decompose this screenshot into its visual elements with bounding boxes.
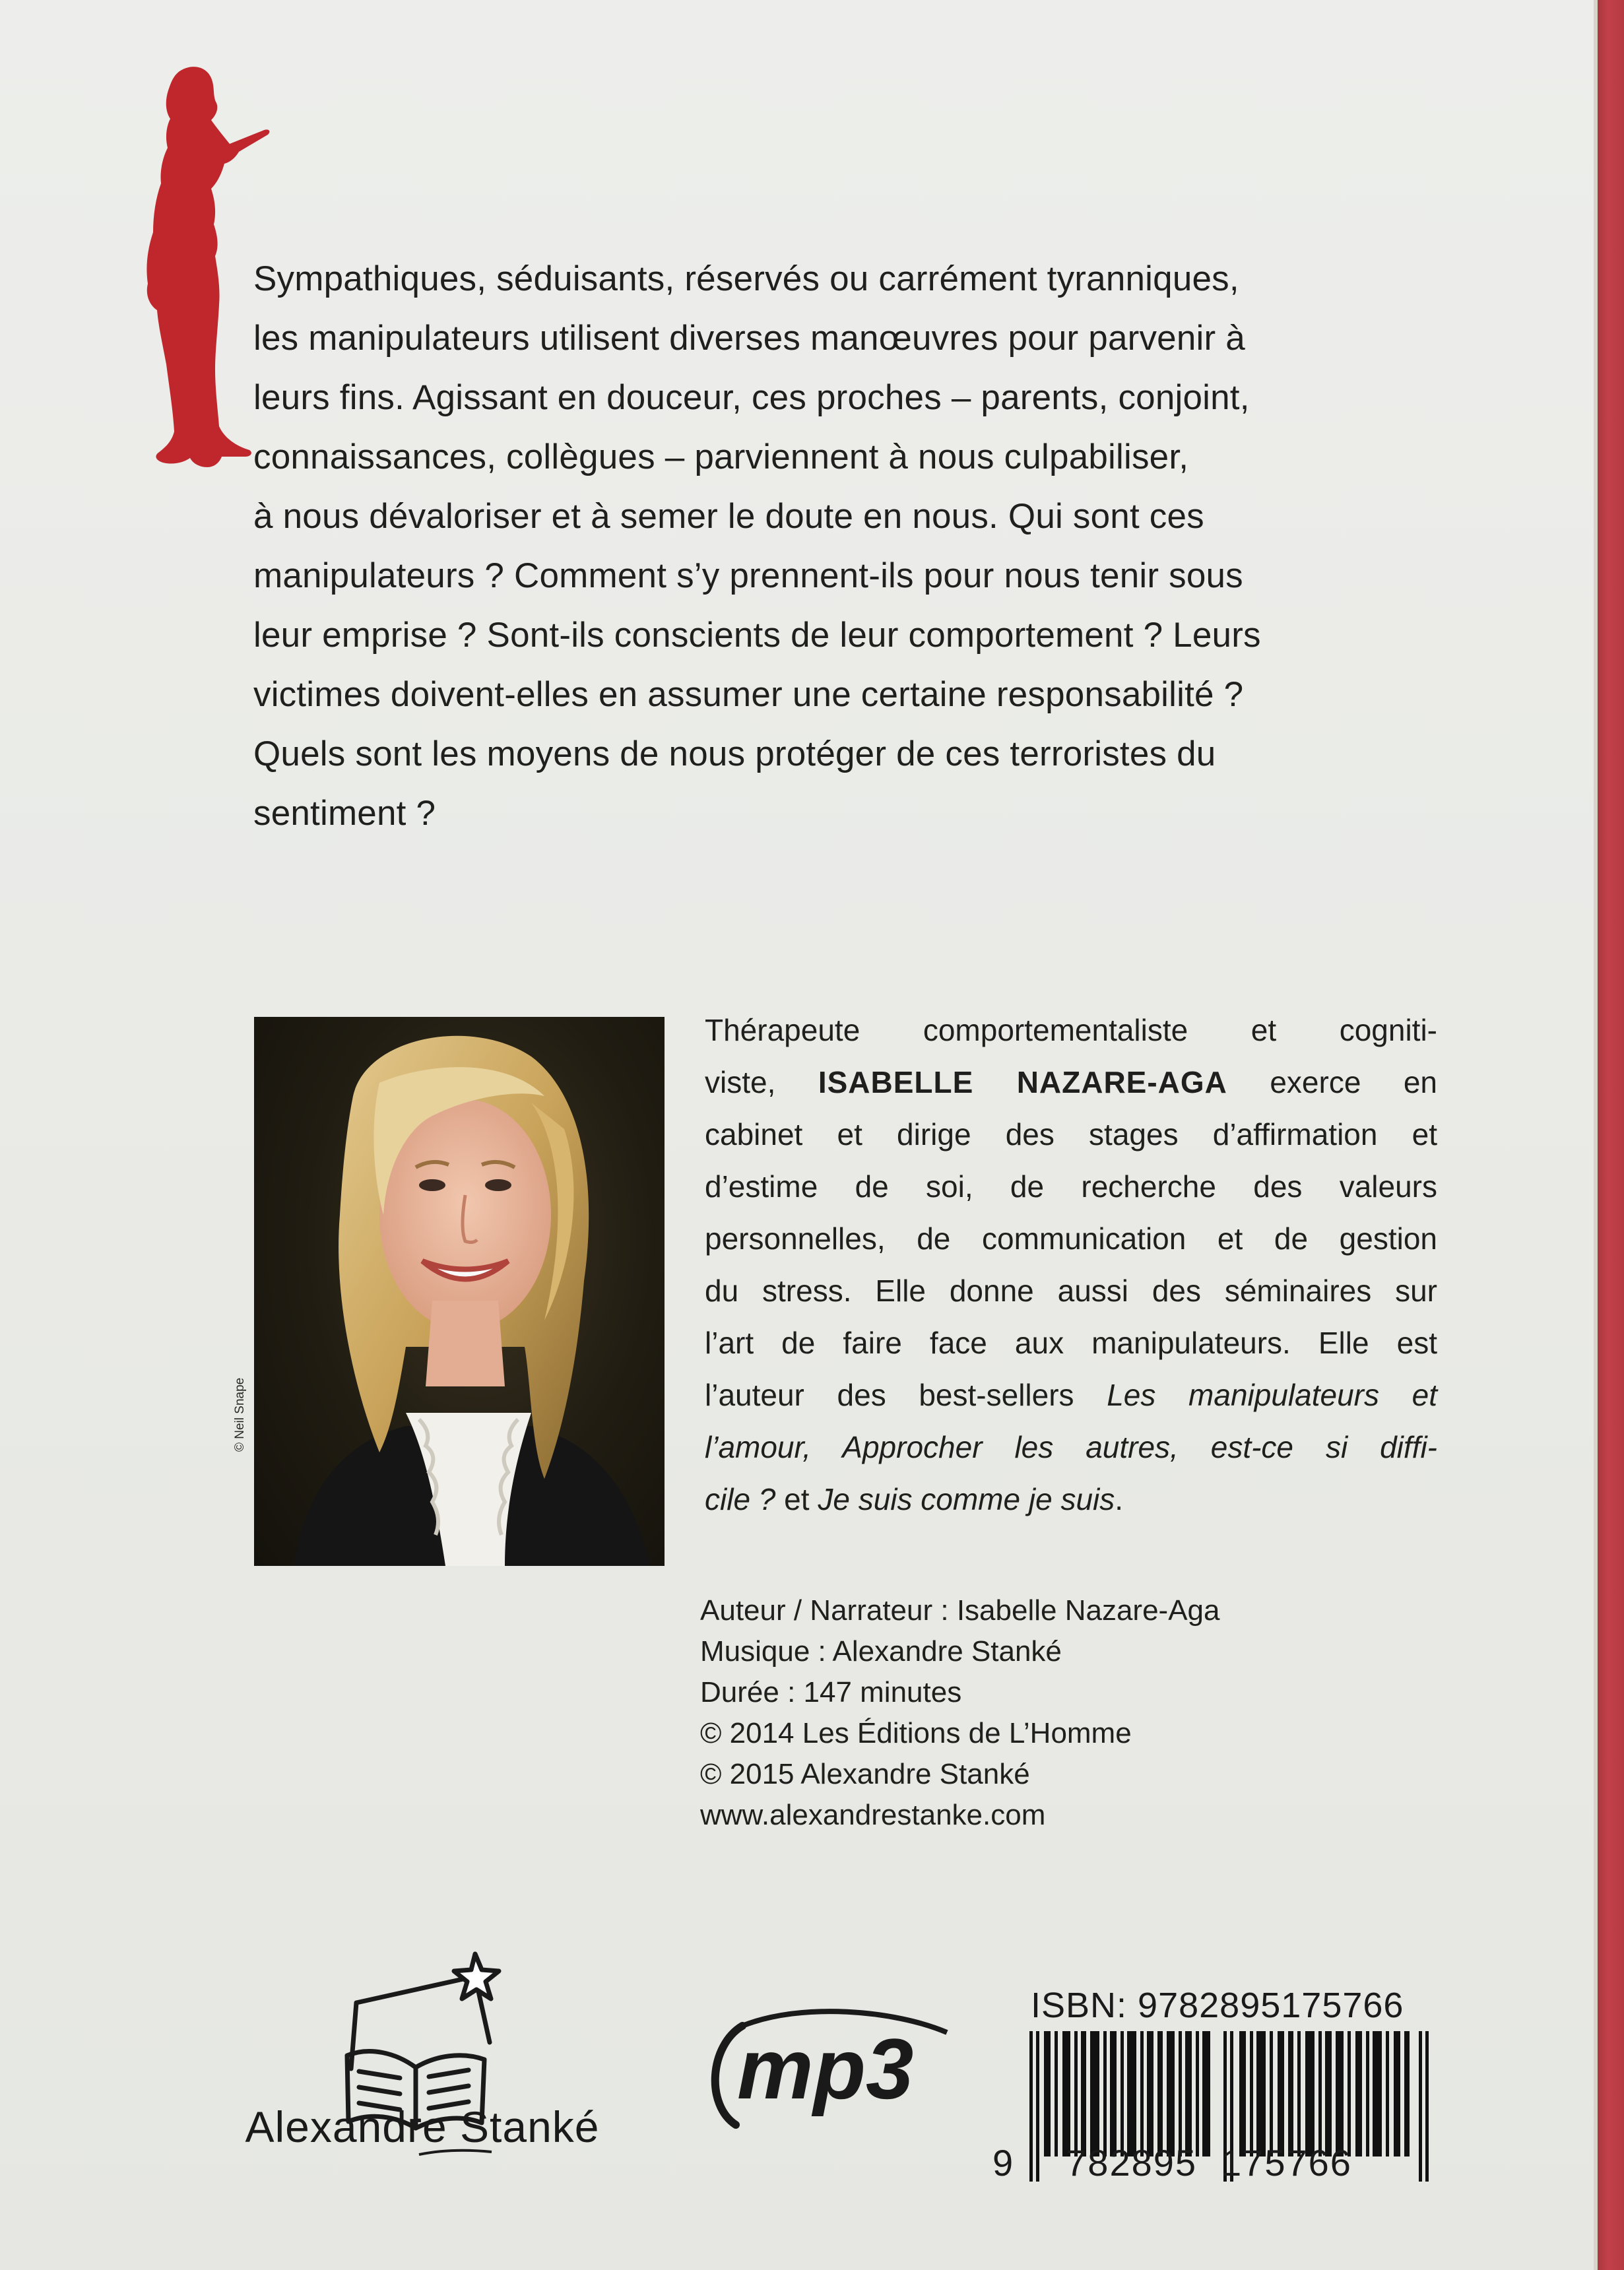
bio-line: personnelles, de communication et de gestion — [705, 1221, 1437, 1256]
bio-text: exerce en — [1270, 1065, 1438, 1099]
barcode-digits — [992, 2141, 1352, 2184]
credit-line: Musique : Alexandre Stanké — [700, 1635, 1062, 1668]
bio-line: Thérapeute comportementaliste et cogniti- — [705, 1013, 1437, 1047]
intro-line: les manipulateurs utilisent diverses manœuvres pour parvenir à — [253, 319, 1245, 358]
author-bio — [705, 1004, 1437, 1526]
isbn-label: ISBN: 9782895175766 — [1031, 1986, 1404, 2025]
bio-line — [705, 1421, 1437, 1474]
credit-line: Durée : 147 minutes — [700, 1676, 962, 1708]
barcode-digit-group: 175766 — [1221, 2142, 1352, 2184]
intro-line: sentiment ? — [253, 794, 436, 833]
mp3-text: mp3 — [737, 2021, 914, 2117]
credit-line: © 2015 Alexandre Stanké — [700, 1758, 1030, 1790]
production-credits — [700, 1590, 1426, 1836]
photo-credit: © Neil Snape — [233, 1377, 247, 1452]
author-portrait-icon — [254, 1017, 665, 1566]
mp3-format-icon — [696, 2006, 967, 2138]
intro-line: victimes doivent-elles en assumer une certaine responsabilité ? — [253, 675, 1244, 714]
intro-paragraph — [253, 249, 1441, 843]
intro-line: Sympathiques, séduisants, réservés ou carrément tyranniques, — [253, 259, 1239, 298]
bio-text: . — [1115, 1482, 1124, 1516]
intro-line: à nous dévaloriser et à semer le doute en nous. Qui sont ces — [253, 497, 1204, 536]
credit-line: www.alexandrestanke.com — [700, 1799, 1046, 1831]
author-name: ISABELLE NAZARE-AGA — [818, 1065, 1227, 1099]
intro-line: leurs fins. Agissant en douceur, ces proches – parents, conjoint, — [253, 378, 1250, 417]
intro-line: leur emprise ? Sont-ils conscients de leur comportement ? Leurs — [253, 616, 1261, 655]
spine-edge — [1598, 0, 1624, 2270]
bio-text: et — [784, 1482, 810, 1516]
bio-line: l’art de faire face aux manipulateurs. Elle est — [705, 1326, 1437, 1360]
author-photo — [254, 1017, 665, 1566]
intro-line: connaissances, collègues – parviennent à nous culpabiliser, — [253, 438, 1189, 476]
bio-text: l’auteur des best-sellers — [705, 1378, 1074, 1412]
barcode-digit-first: 9 — [992, 2142, 1015, 2184]
credit-line: Auteur / Narrateur : Isabelle Nazare-Aga — [700, 1594, 1220, 1627]
book-title: l’amour, Approcher les autres, est-ce si diffi- — [705, 1430, 1437, 1464]
bio-line — [705, 1056, 1437, 1109]
book-title: Les manipulateurs et — [1107, 1378, 1438, 1412]
credit-line: © 2014 Les Éditions de L’Homme — [700, 1717, 1132, 1749]
barcode-digit-group: 782895 — [1066, 2142, 1198, 2184]
book-title: cile ? — [705, 1482, 776, 1516]
bio-text: viste, — [705, 1065, 776, 1099]
publisher-name: Alexandre Stanké — [245, 2102, 600, 2151]
intro-line: manipulateurs ? Comment s’y prennent-ils pour nous tenir sous — [253, 556, 1243, 595]
bio-line: d’estime de soi, de recherche des valeurs — [705, 1169, 1437, 1204]
book-title: Je suis comme je suis — [818, 1482, 1115, 1516]
bio-line: cabinet et dirige des stages d’affirmation et — [705, 1117, 1437, 1151]
intro-line: Quels sont les moyens de nous protéger de ces terroristes du — [253, 734, 1216, 773]
bio-line: du stress. Elle donne aussi des séminaires sur — [705, 1274, 1437, 1308]
bio-line — [705, 1474, 1437, 1526]
bio-line — [705, 1369, 1437, 1421]
